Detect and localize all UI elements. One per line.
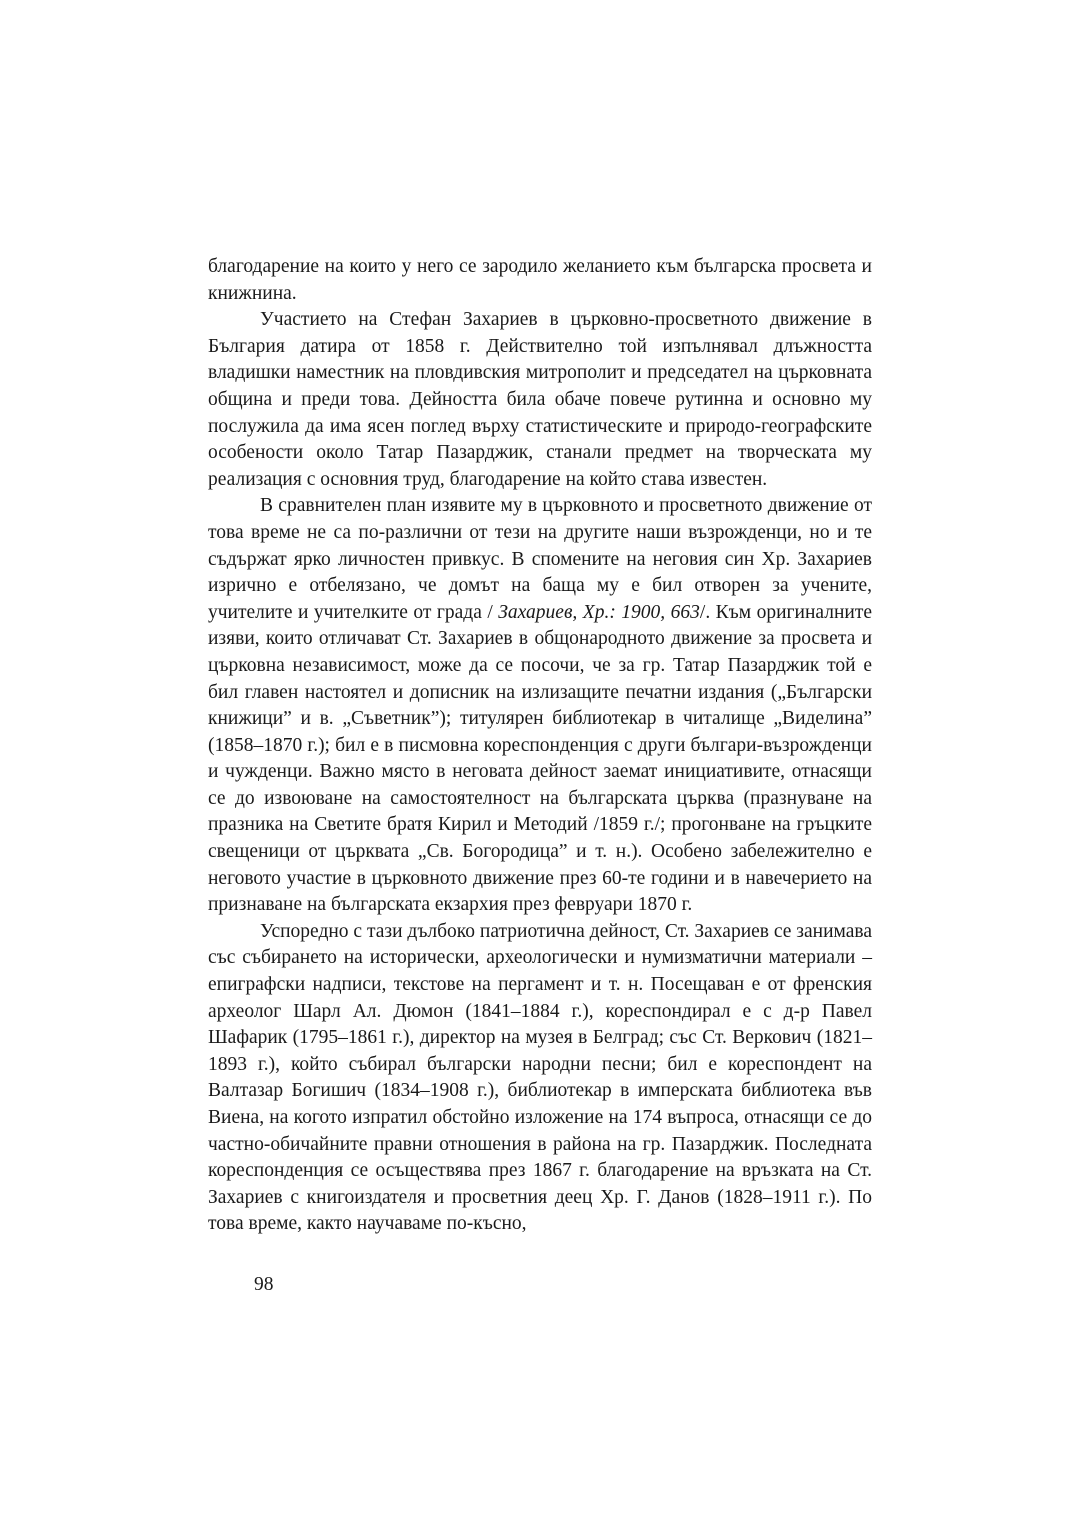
page-number: 98: [254, 1274, 274, 1295]
body-text: [208, 254, 872, 1238]
paragraph-2: Участието на Стефан Захариев в църковно-просветното движение в България датира от 1858 г. Действително той изпълнявал длъжността владишки наместник на пловдивския митрополит и председател на църковната община и преди това. Дейността била обаче повече рутинна и основно му послужила да има ясен поглед върху статистическите и природо-географските особености около Татар Пазарджик, станали предмет на творческата му реализация с основния труд, благодарение на който става известен.: [208, 309, 872, 490]
paragraph-1: благодарение на които у него се зародило желанието към българска просвета и книжнина.: [208, 256, 872, 304]
paragraph-3-text-before: В сравнителен план изявите му в църковното и просветното движение от това време не са по-различни от тези на другите наши възрожденци, но и те съдържат ярко личностен привкус. В спомените на неговия син Хр. Захариев изрично е отбелязано, че домът на баща му е бил отворен за учените, учителите и учителките от града /: [208, 495, 872, 623]
citation: Захариев, Хр.: 1900, 663: [498, 601, 700, 623]
paragraph-4: Успоредно с тази дълбоко патриотична дейност, Ст. Захариев се занимава със събирането на исторически, археологически и нумизматични материали – епиграфски надписи, текстове на пергамент и т. н. Посещаван е от френския археолог Шарл Ал. Дюмон (1841–1884 г.), кореспондирал е с д-р Павел Шафарик (1795–1861 г.), директор на музея в Белград; със Ст. Веркович (1821–1893 г.), който събирал български народни песни; бил е кореспондент на Валтазар Богишич (1834–1908 г.), библиотекар в имперската библиотека във Виена, на когото изпратил обстойно изложение на 174 въпроса, отнасящи се до частно-обичайните правни отношения в района на гр. Пазарджик. Последната кореспонденция се осъществява през 1867 г. благодарение на връзката на Ст. Захариев с книгоиздателя и просветния деец Хр. Г. Данов (1828–1911 г.). По това време, както научаваме по-късно,: [208, 920, 872, 1235]
paragraph-3-text-after: /. Към оригиналните изяви, които отличават Ст. Захариев в общонародното движение за просвета и църковна независимост, може да се посочи, че за гр. Татар Пазарджик той е бил главен настоятел и дописник на излизащите печатни издания („Български книжици” и в. „Съветник”); титулярен библиотекар в читалище „Виделина” (1858–1870 г.); бил е в писмовна кореспонденция с други българи-възрожденци и чужденци. Важно място в неговата дейност заемат инициативите, отнасящи се до извоюване на самостоятелност на българската църква (празнуване на празника на Светите братя Кирил и Методий /1859 г./; прогонване на гръцките свещеници от църквата „Св. Богородица” и т. н.). Особено забележително е неговото участие в църковното движение през 60-те години и в навечерието на признаване на българската екзархия през февруари 1870 г.: [208, 601, 873, 916]
paragraph-3: [208, 493, 872, 919]
